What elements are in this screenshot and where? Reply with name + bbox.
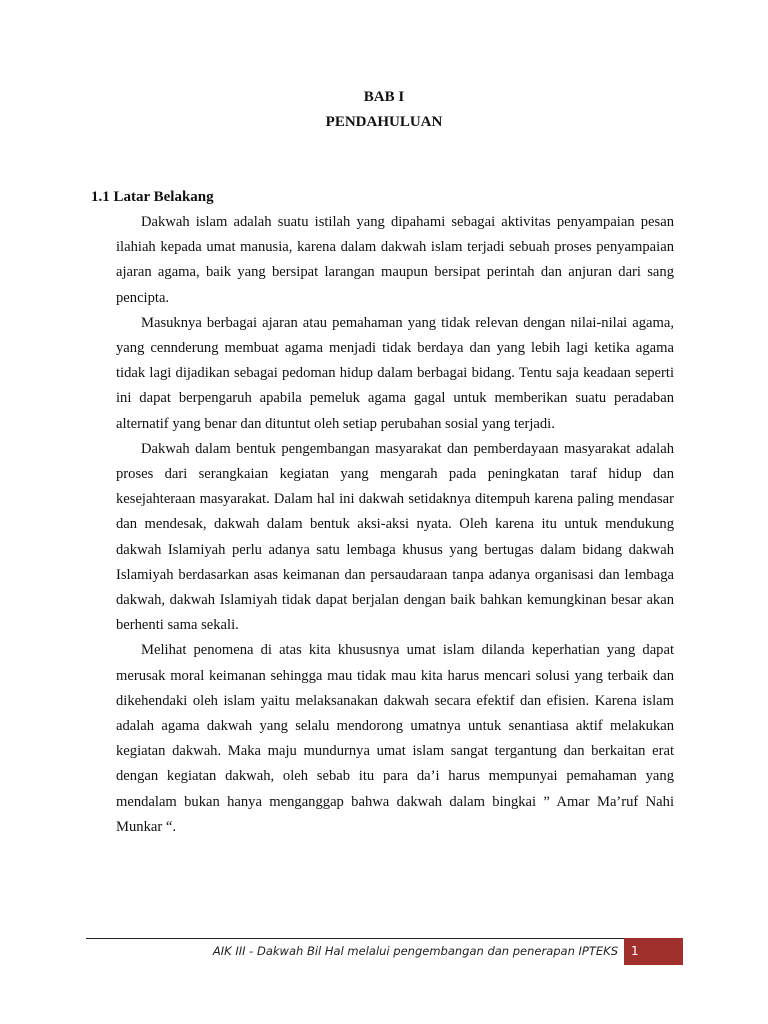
- body-text: [116, 210, 674, 840]
- paragraph-3: Dakwah dalam bentuk pengembangan masyarakat dan pemberdayaan masyarakat adalah proses dari serangkaian kegiatan yang mengarah pada peningkatan taraf hidup dan kesejahteraan masyarakat. Dalam hal ini dakwah setidaknya ditempuh karena paling mendasar dan mendesak, dakwah dalam bentuk aksi-aksi nyata. Oleh karena itu untuk mendukung dakwah Islamiyah perlu adanya satu lembaga khusus yang bertugas dalam bidang dakwah Islamiyah berdasarkan asas keimanan dan persaudaraan tanpa adanya organisasi dan lembaga dakwah, dakwah Islamiyah tidak dapat berjalan dengan baik bahkan kemungkinan besar akan berhenti sama sekali.: [116, 440, 674, 634]
- page-number-badge: 1: [624, 938, 683, 965]
- paragraph-1: Dakwah islam adalah suatu istilah yang dipahami sebagai aktivitas penyampaian pesan ilahiah kepada umat manusia, karena dalam dakwah islam terjadi sebuah proses penyampaian ajaran agama, baik yang bersipat larangan maupun bersipat perintah dan anjuran dari sang pencipta.: [116, 214, 674, 306]
- section-heading: 1.1 Latar Belakang: [91, 189, 214, 205]
- chapter-number: BAB I: [363, 89, 405, 105]
- footer-divider: [86, 938, 624, 939]
- footer-text: AIK III - Dakwah Bil Hal melalui pengembangan dan penerapan IPTEKS: [212, 944, 618, 958]
- chapter-title: PENDAHULUAN: [325, 114, 443, 130]
- paragraph-4: Melihat penomena di atas kita khususnya umat islam dilanda keperhatian yang dapat merusak moral keimanan sehingga mau tidak mau kita harus mencari solusi yang terbaik dan dikehendaki oleh islam yaitu melaksanakan dakwah secara efektif dan efisien. Karena islam adalah agama dakwah yang selalu mendorong umatnya untuk senantiasa aktif melakukan kegiatan dakwah. Maka maju mundurnya umat islam sangat tergantung dan berkaitan erat dengan kegiatan dakwah, oleh sebab itu para da’i harus mempunyai pemahaman yang mendalam bukan hanya menganggap bahwa dakwah dalam bingkai ” Amar Ma’ruf Nahi Munkar “.: [116, 642, 674, 835]
- paragraph-2: Masuknya berbagai ajaran atau pemahaman yang tidak relevan dengan nilai-nilai agama, yang cennderung membuat agama menjadi tidak berdaya dan yang lebih lagi ketika agama tidak lagi dijadikan sebagai pedoman hidup dalam berbagai bidang. Tentu saja keadaan seperti ini dapat berpengaruh apabila pemeluk agama gagal untuk memberikan suatu peradaban alternatif yang benar dan dituntut oleh setiap perubahan sosial yang terjadi.: [116, 314, 674, 432]
